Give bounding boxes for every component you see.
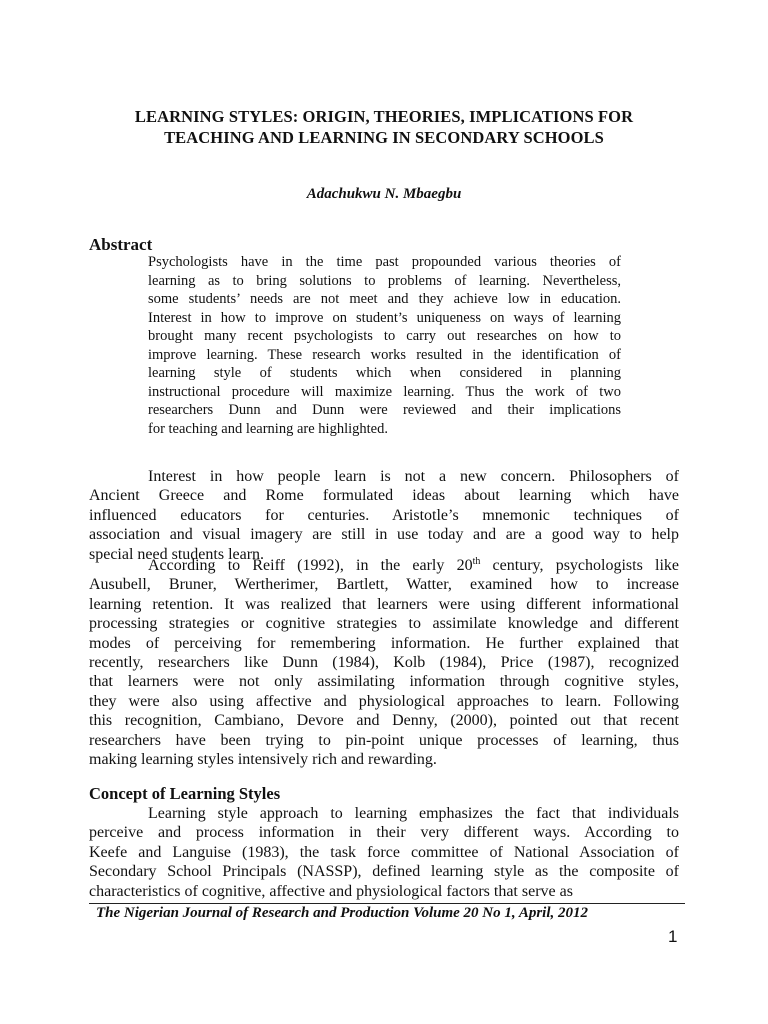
paragraph-line: that learners were not only assimilating information through cognitive styles, (89, 673, 679, 691)
paragraph-line: association and visual imagery are still in use today and are a good way to help (89, 526, 679, 544)
paragraph-line: Learning style approach to learning emphasizes the fact that individuals (148, 805, 679, 822)
abstract-line: improve learning. These research works resulted in the identification of (148, 346, 621, 363)
intro-paragraph (89, 467, 679, 564)
paragraph-line: Secondary School Principals (NASSP), defined learning style as the composite of (89, 863, 679, 881)
abstract-body (148, 253, 621, 438)
paragraph-line: Ausubell, Bruner, Wertherimer, Bartlett, Watter, examined how to increase (89, 576, 679, 594)
abstract-line: Interest in how to improve on student’s uniqueness on ways of learning (148, 309, 621, 326)
reiff-paragraph (89, 556, 679, 769)
paragraph-line: perceive and process information in their very different ways. According to (89, 824, 679, 842)
paragraph-line: Keefe and Languise (1983), the task force committee of National Association of (89, 843, 679, 861)
abstract-line: for teaching and learning are highlighted. (148, 420, 388, 437)
paragraph-line: researchers have been trying to pin-point unique processes of learning, thus (89, 731, 679, 749)
paragraph-line: modes of perceiving for remembering information. He further explained that (89, 634, 679, 652)
paragraph-line: characteristics of cognitive, affective and physiological factors that serve as (89, 882, 573, 900)
paragraph-line: processing strategies or cognitive strategies to assimilate knowledge and different (89, 615, 679, 633)
abstract-line: Psychologists have in the time past propounded various theories of (148, 254, 621, 270)
author-name: Adachukwu N. Mbaegbu (306, 186, 462, 202)
section-paragraph (89, 804, 679, 901)
superscript: th (472, 556, 481, 567)
text-segment: According to Reiff (1992), in the early 20 (148, 557, 473, 574)
text-segment: century, psychologists like (480, 557, 680, 574)
abstract-heading: Abstract (89, 235, 153, 254)
paper-title (80, 106, 688, 148)
paragraph-line: influenced educators for centuries. Aristotle’s mnemonic techniques of (89, 506, 679, 524)
abstract-line: instructional procedure will maximize learning. Thus the work of two (148, 383, 621, 400)
section-heading: Concept of Learning Styles (89, 784, 281, 803)
abstract-line: some students’ needs are not meet and they achieve low in education. (148, 291, 621, 307)
title-line: LEARNING STYLES: ORIGIN, THEORIES, IMPLICATIONS FOR (134, 107, 634, 126)
paragraph-line: this recognition, Cambiano, Devore and Denny, (2000), pointed out that recent (89, 712, 679, 730)
paragraph-line: recently, researchers like Dunn (1984), Kolb (1984), Price (1987), recognized (89, 654, 679, 672)
abstract-line: learning style of students which when considered in planning (148, 365, 621, 381)
paragraph-line: Interest in how people learn is not a new concern. Philosophers of (148, 468, 679, 485)
page-number: 1 (668, 927, 678, 946)
paragraph-line: special need students learn. (89, 545, 265, 563)
paragraph-line: they were also using affective and physiological approaches to learn. Following (89, 692, 679, 710)
title-line: TEACHING AND LEARNING IN SECONDARY SCHOOLS (164, 128, 604, 147)
abstract-line: learning as to bring solutions to problems of learning. Nevertheless, (148, 272, 621, 289)
abstract-line: brought many recent psychologists to carry out researches on how to (148, 328, 621, 344)
journal-footer: The Nigerian Journal of Research and Production Volume 20 No 1, April, 2012 (96, 905, 588, 921)
abstract-line: researchers Dunn and Dunn were reviewed and their implications (148, 402, 621, 418)
paragraph-line: making learning styles intensively rich and rewarding. (89, 751, 437, 769)
footer-divider (89, 903, 685, 904)
paragraph-line: Ancient Greece and Rome formulated ideas about learning which have (89, 487, 679, 505)
paragraph-line: learning retention. It was realized that learners were using different informational (89, 595, 679, 613)
paragraph-line (89, 556, 679, 575)
